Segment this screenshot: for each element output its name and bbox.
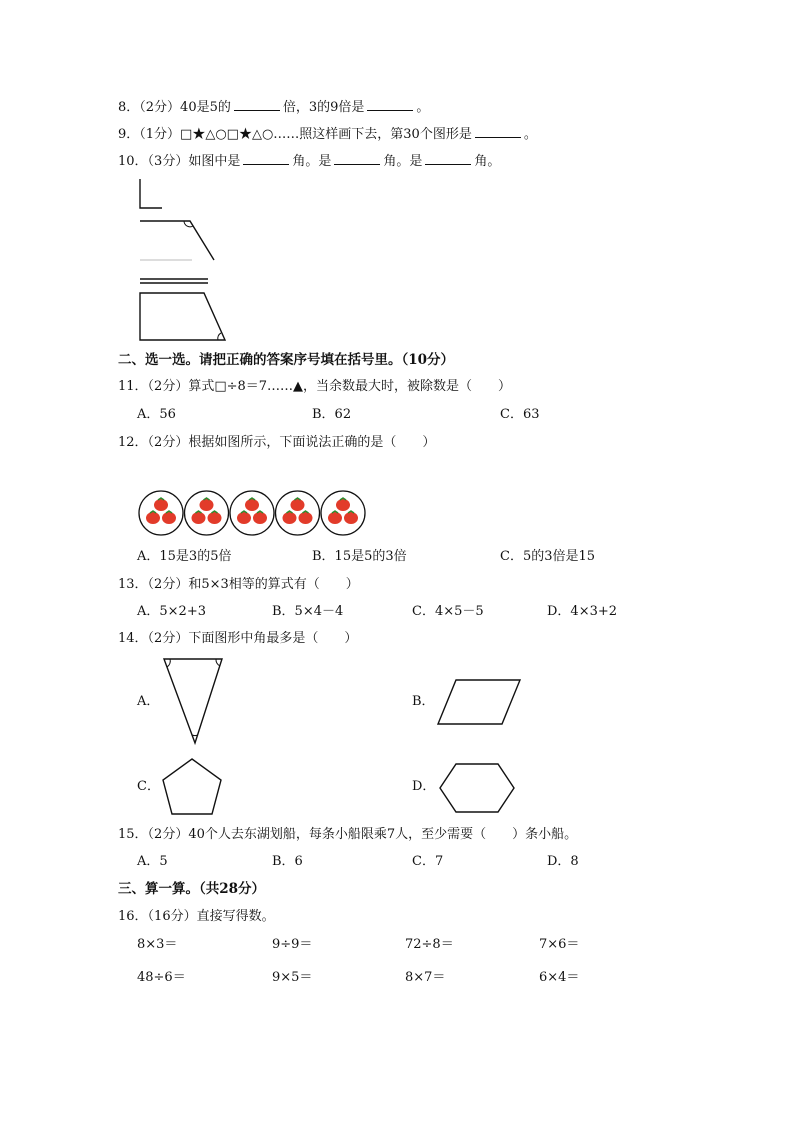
hexagon-shape xyxy=(438,762,516,814)
tomato-groups-figure xyxy=(137,488,377,538)
tomato-icon xyxy=(336,499,350,511)
right-angle-figure xyxy=(140,179,162,208)
tomato-icon xyxy=(245,499,259,511)
section-3-heading: 三、算一算。（共28分） xyxy=(118,881,266,897)
q9-text-2: 。 xyxy=(523,127,537,142)
question-11: 11．（2分）算式□÷8＝7……▲，当余数最大时，被除数是（ ） xyxy=(118,379,512,394)
tomato-icon xyxy=(253,512,267,524)
q16-item[interactable]: 9×5＝ xyxy=(272,970,313,985)
parallelogram-shape xyxy=(436,678,526,728)
trapezoid-figure xyxy=(140,293,225,340)
q16-item[interactable]: 8×7＝ xyxy=(405,970,446,985)
tomato-icon xyxy=(344,512,358,524)
q8-text-3: 。 xyxy=(416,100,430,115)
q9-blank[interactable] xyxy=(475,124,521,138)
q11-option-a[interactable]: A．56 xyxy=(137,407,176,422)
section-2-heading: 二、选一选。请把正确的答案序号填在括号里。（10分） xyxy=(118,352,455,368)
q10-blank-3[interactable] xyxy=(425,151,471,165)
q10-text-2: 角。是 xyxy=(292,154,332,169)
q12-option-a[interactable]: A．15是3的5倍 xyxy=(137,549,232,564)
q8-text-2: 倍，3的9倍是 xyxy=(282,100,365,115)
tomato-icon xyxy=(299,512,313,524)
question-14: 14．（2分）下面图形中角最多是（ ） xyxy=(118,631,358,646)
q12-option-b[interactable]: B．15是5的3倍 xyxy=(312,549,407,564)
q15-option-c[interactable]: C．7 xyxy=(412,854,444,869)
q16-item[interactable]: 9÷9＝ xyxy=(272,937,313,952)
tomato-icon xyxy=(146,512,160,524)
q8-blank-2[interactable] xyxy=(367,97,413,111)
q10-blank-2[interactable] xyxy=(334,151,380,165)
q13-option-a[interactable]: A．5×2+3 xyxy=(137,604,206,619)
q9-text-1: 9．（1分）□★△○□★△○……照这样画下去，第30个图形是 xyxy=(118,127,472,142)
q10-text-1: 10．（3分）如图中是 xyxy=(118,154,241,169)
tomato-icon xyxy=(200,499,214,511)
q16-item[interactable]: 8×3＝ xyxy=(137,937,178,952)
q10-text-3: 角。是 xyxy=(383,154,423,169)
question-16: 16．（16分）直接写得数。 xyxy=(118,909,275,924)
q14-option-a[interactable]: A． xyxy=(137,694,160,709)
tomato-icon xyxy=(154,499,168,511)
parallel-lines xyxy=(140,279,208,283)
tomato-icon xyxy=(237,512,251,524)
q14-option-d[interactable]: D． xyxy=(412,779,436,794)
question-15: 15．（2分）40个人去东湖划船，每条小船限乘7人，至少需要（ ）条小船。 xyxy=(118,827,578,842)
q16-item[interactable]: 7×6＝ xyxy=(539,937,580,952)
q12-option-c[interactable]: C．5的3倍是15 xyxy=(500,549,596,564)
tomato-icon xyxy=(291,499,305,511)
q8-text-1: 8．（2分）40是5的 xyxy=(118,100,231,115)
q14-option-c[interactable]: C． xyxy=(137,779,160,794)
question-8 xyxy=(118,97,429,117)
q15-option-a[interactable]: A．5 xyxy=(137,854,168,869)
tomato-icon xyxy=(328,512,342,524)
question-12: 12．（2分）根据如图所示，下面说法正确的是（ ） xyxy=(118,435,436,450)
question-10 xyxy=(118,151,500,171)
q13-option-b[interactable]: B．5×4－4 xyxy=(272,604,344,619)
question-9 xyxy=(118,124,537,144)
q11-option-c[interactable]: C．63 xyxy=(500,407,540,422)
q10-angle-figures xyxy=(132,175,232,345)
tomato-icon xyxy=(208,512,222,524)
q13-option-d[interactable]: D．4×3+2 xyxy=(547,604,618,619)
q16-item[interactable]: 48÷6＝ xyxy=(137,970,186,985)
tomato-icon xyxy=(283,512,297,524)
q8-blank-1[interactable] xyxy=(234,97,280,111)
q16-item[interactable]: 72÷8＝ xyxy=(405,937,454,952)
q15-option-d[interactable]: D．8 xyxy=(547,854,579,869)
q16-item[interactable]: 6×4＝ xyxy=(539,970,580,985)
q10-text-4: 角。 xyxy=(474,154,501,169)
question-13: 13．（2分）和5×3相等的算式有（ ） xyxy=(118,577,359,592)
q15-option-b[interactable]: B．6 xyxy=(272,854,303,869)
q14-option-b[interactable]: B． xyxy=(412,694,435,709)
tomato-icon xyxy=(192,512,206,524)
obtuse-angle-figure xyxy=(140,221,214,260)
q11-option-b[interactable]: B．62 xyxy=(312,407,352,422)
q13-option-c[interactable]: C．4×5－5 xyxy=(412,604,484,619)
pentagon-shape xyxy=(160,757,224,817)
isosceles-triangle-shape xyxy=(158,655,228,747)
tomato-icon xyxy=(162,512,176,524)
q10-blank-1[interactable] xyxy=(243,151,289,165)
